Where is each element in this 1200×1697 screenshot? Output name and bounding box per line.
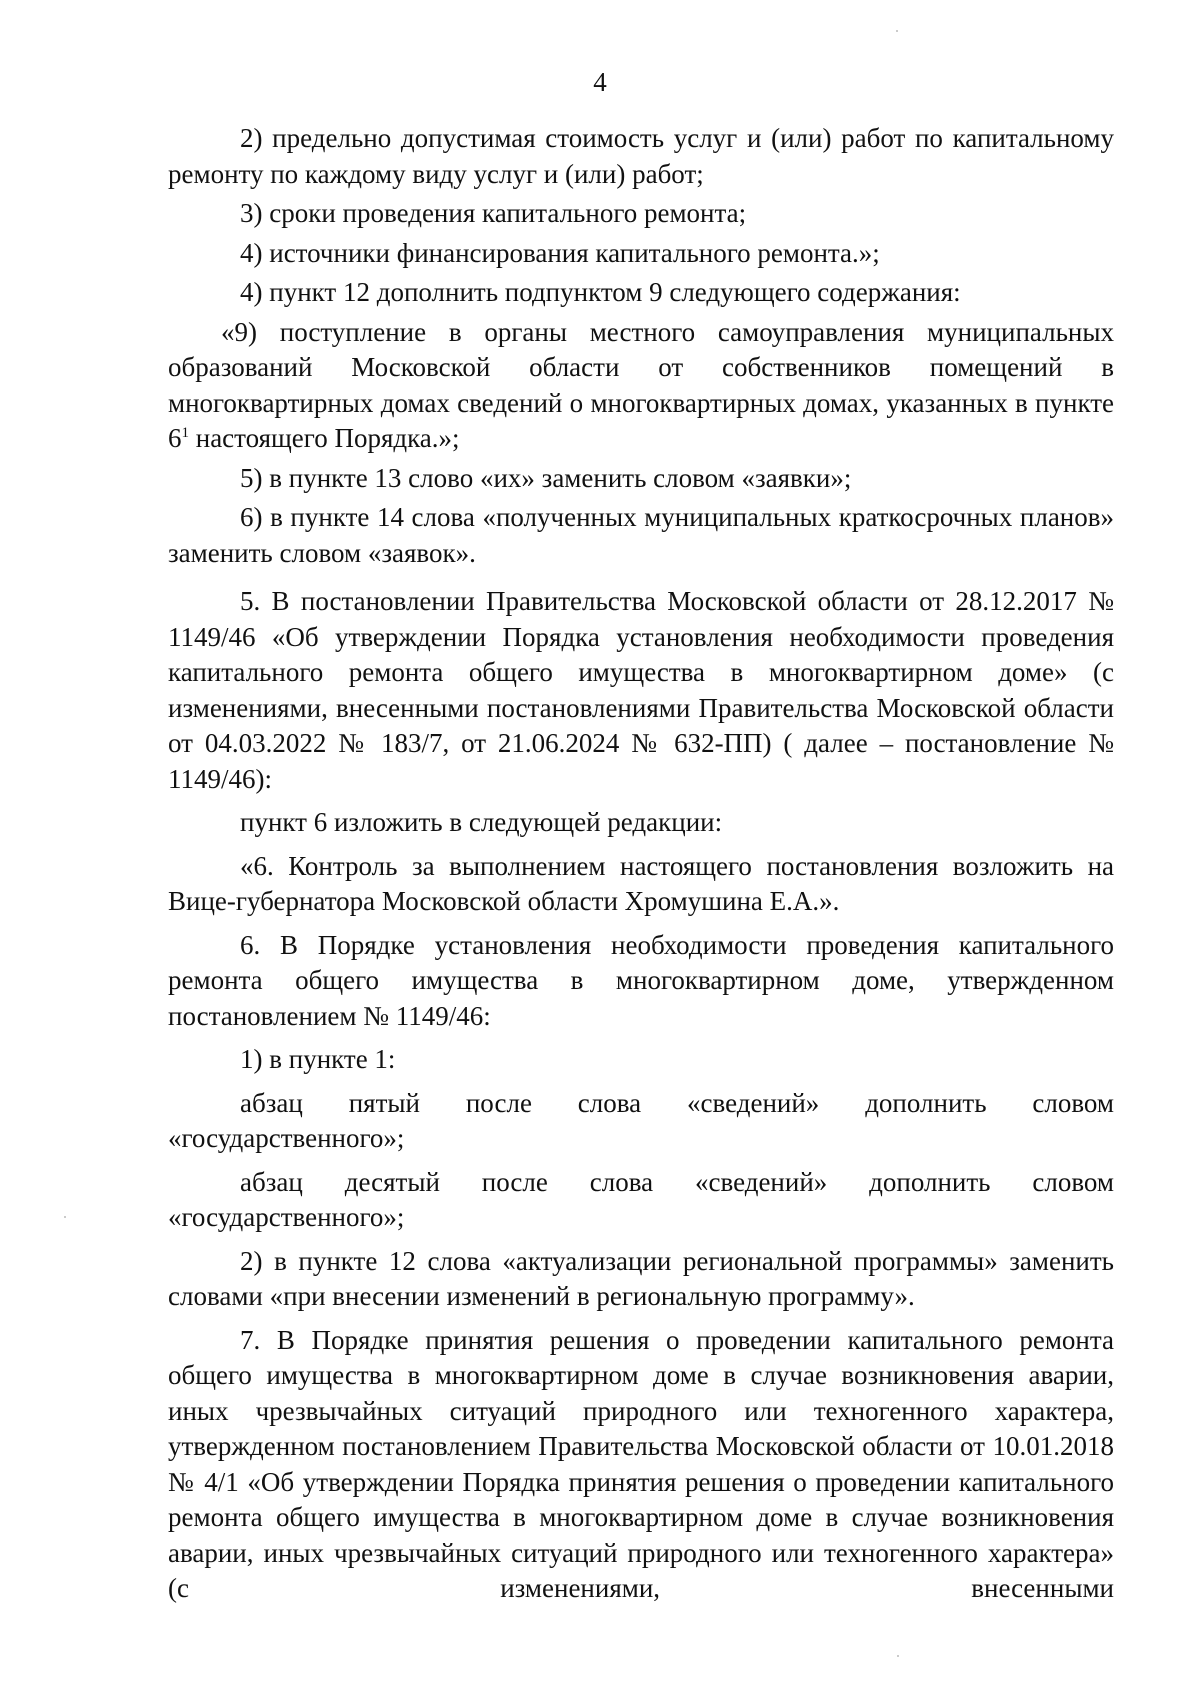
paragraph-item-5-point-13: 5) в пункте 13 слово «их» заменить словом «заявки»;: [240, 462, 852, 493]
paragraph-section-5: 5. В постановлении Правительства Московской области от 28.12.2017 № 1149/46 «Об утверждении Порядка установления необходимости проведения капитального ремонта общего имущества в многоквартирном доме» (с изменениями, внесенными постановлениями Правительства Московской области от 04.03.2022 № 183/7, от 21.06.2024 № 632-ПП) ( далее – постановление № 1149/46):: [168, 586, 1114, 794]
paragraph-paragraph-five: абзац пятый после слова «сведений» дополнить словом «государственного»;: [168, 1087, 1114, 1153]
paragraph-control-clause: «6. Контроль за выполнением настоящего постановления возложить на Вице-губернатора Московской области Хромушина Е.А.».: [168, 850, 1114, 916]
paragraph-section-6: 6. В Порядке установления необходимости проведения капитального ремонта общего имущества в многоквартирном доме, утвержденном постановлением № 1149/46:: [168, 929, 1114, 1031]
scan-speck: [64, 1216, 66, 1218]
paragraph-item-2-point-12: 2) в пункте 12 слова «актуализации региональной программы» заменить словами «при внесении изменений в региональную программу».: [168, 1245, 1114, 1311]
paragraph-item-4-funding-sources: 4) источники финансирования капитального ремонта.»;: [240, 237, 880, 268]
paragraph-section-7: 7. В Порядке принятия решения о проведении капитального ремонта общего имущества в многоквартирном доме в случае возникновения аварии, иных чрезвычайных ситуаций природного или техногенного характера, утвержденном постановлением Правительства Московской области от 10.01.2018 № 4/1 «Об утверждении Порядка принятия решения о проведении капитального ремонта общего имущества в многоквартирном доме в случае возникновения аварии, иных чрезвычайных ситуаций природного или техногенного характера» (с изменениями, внесенными: [168, 1324, 1114, 1603]
paragraph-item-1-point-1: 1) в пункте 1:: [240, 1044, 396, 1074]
page-number: 4: [593, 67, 607, 97]
scan-speck: [897, 1655, 899, 1657]
subpoint-9-ending: настоящего Порядка.»;: [189, 423, 460, 453]
document-body: [168, 121, 1114, 1607]
paragraph-paragraph-ten: абзац десятый после слова «сведений» дополнить словом «государственного»;: [168, 1166, 1114, 1232]
paragraph-item-2-max-cost: 2) предельно допустимая стоимость услуг и (или) работ по капитальному ремонту по каждому виду услуг и (или) работ;: [168, 123, 1114, 189]
paragraph-item-6-point-14: 6) в пункте 14 слова «полученных муниципальных краткосрочных планов» заменить словом «заявок».: [168, 502, 1114, 568]
paragraph-subpoint-9: [168, 315, 1114, 457]
scan-speck: [896, 30, 898, 32]
subpoint-9-text: «9) поступление в органы местного самоуправления муниципальных образований Московской области от собственников помещений в многоквартирных домах сведений о многоквартирных домах, указанных в пункте 6: [168, 316, 1114, 453]
paragraph-item-3-deadlines: 3) сроки проведения капитального ремонта;: [240, 198, 747, 228]
superscript-marker: 1: [181, 425, 189, 441]
paragraph-item-4-point-12: 4) пункт 12 дополнить подпунктом 9 следующего содержания:: [240, 277, 961, 307]
paragraph-point-6-edit: пункт 6 изложить в следующей редакции:: [240, 807, 723, 837]
